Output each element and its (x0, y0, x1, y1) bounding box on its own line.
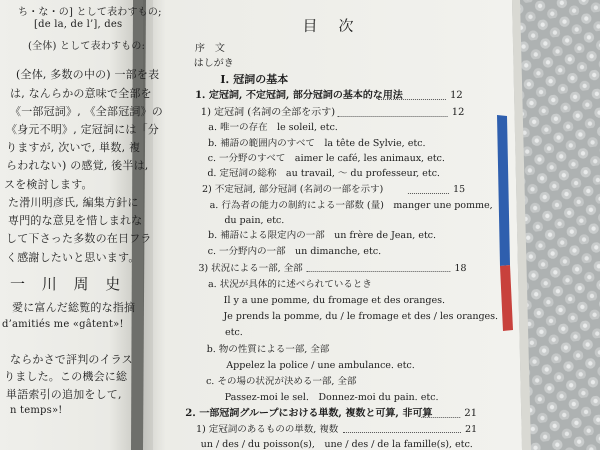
left-page-line: 専門的な意見を惜しまれな (8, 214, 143, 227)
toc-page-number: 18 (454, 262, 467, 274)
toc-entry: d. 定冠詞の総称 au travail, ～ du professeur, etc. (207, 168, 441, 180)
left-page-line: して下さった多数の在日フラ (6, 232, 152, 245)
left-page-line: ならかさで評判のイラス (10, 353, 133, 366)
left-page-line: ち・な・の] として表わすもの; (18, 7, 162, 18)
toc-entry: Il y a une pomme, du fromage et des oranges. (223, 295, 446, 306)
toc-entry: c. その場の状況が決める一部, 全部 (205, 376, 357, 387)
left-page-line: 《一部冠詞》, 《全部冠詞》の (10, 105, 163, 118)
toc-entry: c. 一分野のすべて aimer le café, les animaux, etc. (207, 152, 446, 164)
left-page-line: りました。この機会に総 (4, 370, 128, 383)
toc-entry: a. 状況が具体的に述べられているとき (207, 278, 372, 290)
left-page-line: 《身元不明》, 定冠詞には「分 (6, 123, 159, 136)
toc-entry: 2) 不定冠詞, 部分冠詞 (名詞の一部を示す) (201, 184, 384, 196)
left-page-line: (全体, 多数の中の) 一部を表 (16, 68, 160, 81)
toc-page-number: 12 (451, 106, 465, 118)
left-page-line: d’amitiés me «gâtent»! (2, 319, 124, 330)
toc-page-number: 15 (452, 184, 466, 196)
toc-entry: a. 唯一の存在 le soleil, etc. (208, 122, 338, 134)
left-page-line: 愛に富んだ総覧的な指摘 (12, 301, 136, 314)
toc-entry: c. 一分野内の一部 un dimanche, etc. (207, 246, 382, 258)
toc-entry: b. 物の性質による一部, 全部 (206, 343, 330, 355)
toc-preface: 序 文 (194, 43, 226, 54)
toc-entry: du pain, etc. (224, 214, 285, 226)
left-page-line: らわれない) の感覚, 後半は, (6, 159, 149, 172)
toc-entry: etc. (224, 327, 243, 339)
left-page-line: スを検討します。 (4, 178, 93, 191)
toc-dot-leader (343, 432, 461, 433)
left-page-line: 単語索引の追加をして, (6, 388, 122, 401)
toc-entry: 1. 定冠詞, 不定冠詞, 部分冠詞の基本的な用法 (194, 89, 403, 101)
toc-page-number: 21 (464, 423, 478, 435)
toc-entry: Je prends la pomme, du / le fromage et des / les oranges. (223, 311, 499, 323)
toc-title: 目 次 (302, 17, 357, 35)
toc-entry: Passez-moi le sel. Donnez-moi du pain. etc. (224, 392, 439, 404)
toc-entry: 1) 定冠詞 (名詞の全部を示す) (200, 106, 336, 118)
toc-dot-leader (408, 193, 449, 194)
left-page-line: 一 川 周 史 (10, 275, 127, 293)
left-page-line: n temps»! (10, 405, 63, 416)
left-page-line: く感謝したいと思います。 (6, 251, 140, 264)
toc-entry: b. 補語の範囲内のすべて la tête de Sylvie, etc. (207, 137, 426, 149)
left-page-line: た滑川明彦氏, 編集方針に (8, 196, 139, 209)
left-page-line: は, なんらかの意味で全部を (10, 87, 152, 100)
toc-dot-leader (421, 417, 460, 418)
toc-entry: 1) 定冠詞のあるものの単数, 複数 (195, 423, 339, 435)
left-page-line: (全体) として表わすもの: (28, 41, 146, 52)
toc-part-title: I. 冠詞の基本 (220, 73, 289, 86)
toc-page-number: 21 (464, 408, 478, 420)
toc-entry: b. 補語による限定内の一部 un frère de Jean, etc. (207, 230, 437, 242)
toc-entry: 2. 一部冠詞グループにおける単数, 複数と可算, 非可算 (185, 408, 433, 420)
toc-page-number: 12 (449, 89, 463, 101)
toc-entry: 3) 状況による一部, 全部 (198, 262, 303, 274)
toc-entry: Appelez la police / une ambulance. etc. (226, 359, 415, 371)
toc-intro: はしがき (193, 58, 234, 69)
toc-dot-leader (378, 99, 446, 100)
toc-dot-leader (306, 271, 450, 272)
left-page-line: りますが, 次いで, 単数, 複 (6, 141, 141, 154)
toc-entry: un / des / du poisson(s), une / des / de la famille(s), etc. (200, 439, 473, 450)
toc-dot-leader (338, 116, 448, 117)
toc-entry: a. 行為者の能力の制約による一部数 (量) manger une pomme, (209, 199, 493, 211)
left-page-line: [de la, de l’], des (34, 19, 123, 30)
